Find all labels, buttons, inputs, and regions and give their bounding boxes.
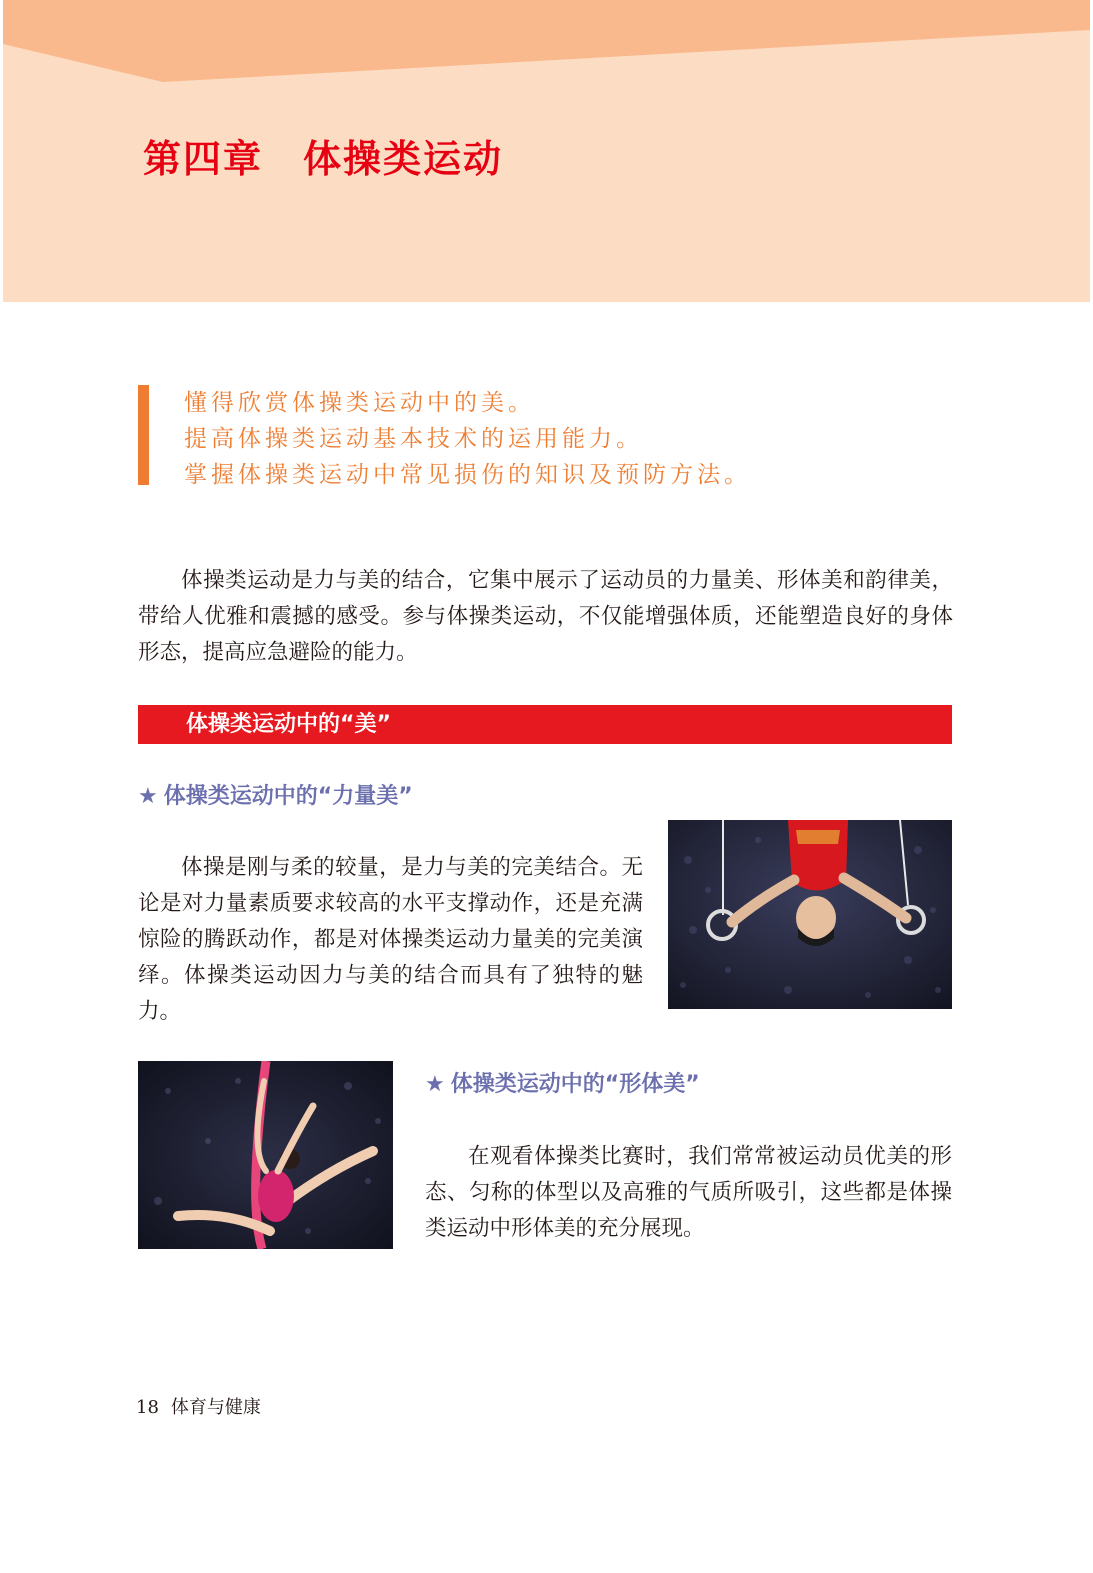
section-title: 体操类运动中的“美”: [186, 712, 391, 737]
chapter-header-band: [3, 0, 1090, 302]
objective-item: 掌握体操类运动中常见损伤的知识及预防方法。: [184, 462, 751, 488]
strength-beauty-heading-text: 体操类运动中的“力量美”: [163, 784, 413, 809]
page-footer: [136, 1393, 261, 1419]
intro-paragraph: 体操类运动是力与美的结合，它集中展示了运动员的力量美、形体美和韵律美，带给人优雅和震撼的感受。参与体操类运动，不仅能增强体质，还能塑造良好的身体形态，提高应急避险的能力。: [138, 568, 953, 665]
objectives-list: [184, 385, 751, 493]
chapter-title: 第四章 体操类运动: [143, 136, 504, 181]
rings-gymnast-photo: [668, 820, 952, 1009]
physique-beauty-paragraph: 在观看体操类比赛时，我们常常被运动员优美的形态、匀称的体型以及高雅的气质所吸引，这些都是体操类运动中形体美的充分展现。: [425, 1144, 952, 1241]
learning-objectives: [138, 385, 938, 488]
physique-beauty-heading-text: 体操类运动中的“形体美”: [450, 1072, 700, 1097]
header-decorative-stripe: [3, 0, 1090, 100]
objective-item: 提高体操类运动基本技术的运用能力。: [184, 426, 643, 452]
strength-beauty-heading: [138, 782, 413, 812]
physique-beauty-heading: [425, 1070, 700, 1100]
page-number: 18: [136, 1397, 159, 1418]
book-title: 体育与健康: [170, 1397, 261, 1418]
rhythmic-gymnast-photo: [138, 1061, 393, 1249]
strength-beauty-paragraph: 体操是刚与柔的较量，是力与美的完美结合。无论是对力量素质要求较高的水平支撑动作，还是充满惊险的腾跃动作，都是对体操类运动力量美的完美演绎。体操类运动因力与美的结合而具有了独特的魅力。: [138, 855, 643, 1024]
objectives-accent-bar: [138, 385, 149, 485]
objective-item: 懂得欣赏体操类运动中的美。: [184, 390, 535, 416]
section-title-bar: [138, 705, 952, 744]
star-icon: ★: [138, 784, 158, 809]
star-icon: ★: [425, 1072, 445, 1097]
